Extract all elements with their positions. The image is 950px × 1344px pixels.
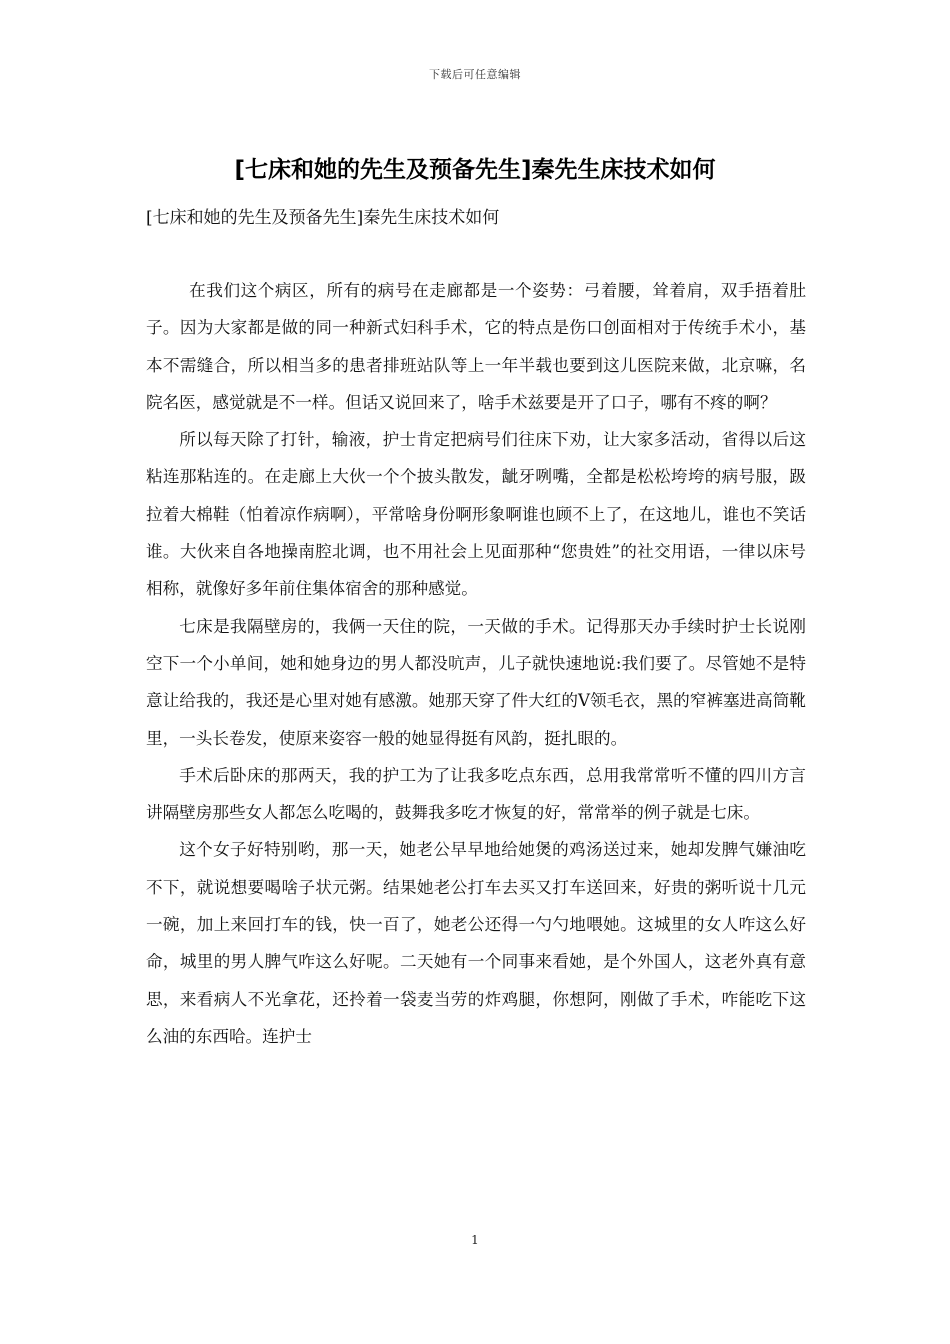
paragraph: 在我们这个病区，所有的病号在走廊都是一个姿势：弓着腰，耸着肩，双手捂着肚子。因为大家都是做的同一种新式妇科手术，它的特点是伤口创面相对于传统手术小，基本不需缝合，所以相当多的患者排班站队等上一年半载也要到这儿医院来做，北京嘛，名院名医，感觉就是不一样。但话又说回来了，啥手术兹要是开了口子，哪有不疼的啊？ — [146, 281, 806, 412]
paragraph: 所以每天除了打针，输液，护士肯定把病号们往床下劝，让大家多活动，省得以后这粘连那粘连的。在走廊上大伙一个个披头散发，龇牙咧嘴，全都是松松垮垮的病号服，趿拉着大棉鞋（怕着凉作病啊），平常啥身份啊形象啊谁也顾不上了，在这地儿，谁也不笑话谁。大伙来自各地操南腔北调，也不用社会上见面那种“您贵姓”的社交用语，一律以床号相称，就像好多年前住集体宿舍的那种感觉。 — [146, 430, 806, 599]
paragraph: 这个女子好特别哟，那一天，她老公早早地给她煲的鸡汤送过来，她却发脾气嫌油吃不下，就说想要喝啥子状元粥。结果她老公打车去买又打车送回来，好贵的粥听说十几元一碗，加上来回打车的钱，快一百了，她老公还得一勺勺地喂她。这城里的女人咋这么好命，城里的男人脾气咋这么好呢。二天她有一个同事来看她，是个外国人，这老外真有意思，来看病人不光拿花，还拎着一袋麦当劳的炸鸡腿，你想阿，刚做了手术，咋能吃下这么油的东西哈。连护士 — [146, 840, 806, 1046]
page-header: 下载后可任意编辑 — [429, 68, 521, 81]
document-title: [七床和她的先生及预备先生]秦先生床技术如何 — [234, 157, 716, 183]
paragraph: 手术后卧床的那两天，我的护工为了让我多吃点东西，总用我常常听不懂的四川方言讲隔壁房那些女人都怎么吃喝的，鼓舞我多吃才恢复的好，常常举的例子就是七床。 — [146, 765, 806, 823]
document-subtitle: [七床和她的先生及预备先生]秦先生床技术如何 — [146, 208, 500, 228]
paragraph: 七床是我隔壁房的，我俩一天住的院，一天做的手术。记得那天办手续时护士长说刚空下一个小单间，她和她身边的男人都没吭声，儿子就快速地说:我们要了。尽管她不是特意让给我的，我还是心里对她有感激。她那天穿了件大红的V领毛衣，黑的窄裤塞进高筒靴里，一头长卷发，使原来姿容一般的她显得挺有风韵，挺扎眼的。 — [146, 616, 806, 748]
page-number: 1 — [471, 1233, 479, 1247]
document-body — [146, 272, 806, 1055]
